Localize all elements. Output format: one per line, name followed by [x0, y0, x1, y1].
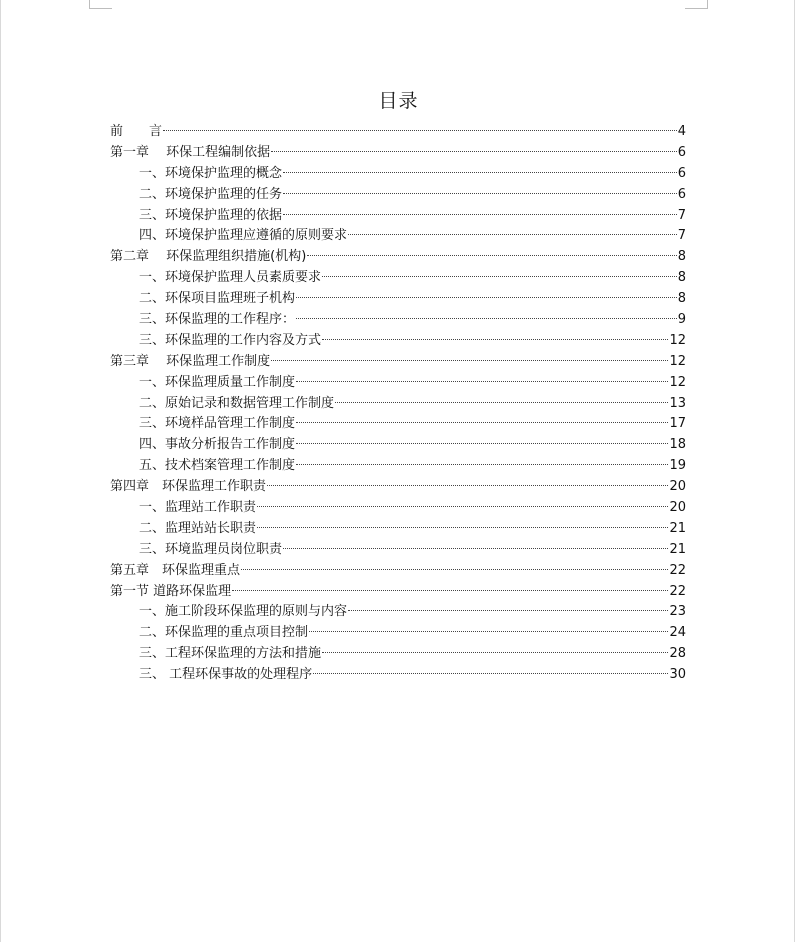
toc-entry[interactable]: [110, 331, 686, 352]
toc-entry[interactable]: [110, 623, 686, 644]
toc-entry-label: 第三章 环保监理工作制度: [110, 353, 271, 369]
toc-entry-page-number: 22: [669, 583, 686, 599]
toc-entry-label: 二、原始记录和数据管理工作制度: [139, 395, 335, 411]
toc-entry[interactable]: [110, 352, 686, 373]
toc-entry[interactable]: [110, 477, 686, 498]
toc-entry-label: 三、环境样品管理工作制度: [139, 416, 296, 432]
toc-entry[interactable]: [110, 644, 686, 665]
toc-entry[interactable]: [110, 582, 686, 603]
toc-entry-label: 三、工程环保监理的方法和措施: [139, 646, 322, 662]
toc-entry-page-number: 22: [669, 562, 686, 578]
toc-entry-label: 前 言: [110, 124, 163, 139]
toc-dot-leader: [322, 652, 668, 653]
toc-entry[interactable]: [110, 164, 686, 185]
toc-entry-label: 三、环境保护监理的依据: [139, 207, 283, 223]
toc-dot-leader: [309, 631, 668, 632]
toc-dot-leader: [296, 464, 668, 465]
toc-dot-leader: [271, 360, 668, 361]
toc-entry-label: 第一节 道路环保监理: [110, 583, 232, 599]
toc-entry[interactable]: [110, 498, 686, 519]
toc-entry-page-number: 21: [669, 541, 686, 557]
toc-entry-page-number: 7: [677, 207, 686, 223]
toc-entry[interactable]: [110, 519, 686, 540]
page-corner-mark-right: [685, 0, 708, 9]
toc-entry-page-number: 12: [669, 353, 686, 369]
toc-entry-page-number: 4: [677, 124, 686, 139]
toc-entry-label: 一、环境保护监理人员素质要求: [139, 270, 322, 286]
toc-entry-page-number: 23: [669, 604, 686, 620]
toc-dot-leader: [296, 297, 677, 298]
toc-entry-label: 二、环保监理的重点项目控制: [139, 625, 309, 641]
toc-entry-page-number: 20: [669, 500, 686, 516]
toc-entry[interactable]: [110, 456, 686, 477]
toc-entry-page-number: 24: [669, 625, 686, 641]
toc-entry-label: 二、环保项目监理班子机构: [139, 291, 296, 307]
toc-entry-page-number: 9: [677, 312, 686, 328]
toc-entry[interactable]: [110, 561, 686, 582]
toc-entry-label: 一、施工阶段环保监理的原则与内容: [139, 604, 348, 620]
toc-dot-leader: [232, 590, 668, 591]
toc-entry[interactable]: [110, 540, 686, 561]
toc-entry-page-number: 19: [669, 458, 686, 474]
toc-entry[interactable]: [110, 143, 686, 164]
toc-dot-leader: [348, 610, 668, 611]
toc-title: 目录: [378, 90, 419, 112]
toc-entry-label: 二、环境保护监理的任务: [139, 186, 283, 202]
toc-entry-label: 一、监理站工作职责: [139, 500, 257, 516]
toc-entry-page-number: 6: [677, 144, 686, 160]
toc-entry-page-number: 17: [669, 416, 686, 432]
toc-dot-leader: [322, 339, 668, 340]
toc-entry[interactable]: [110, 310, 686, 331]
toc-entry-page-number: 8: [677, 291, 686, 307]
toc-entry-label: 第四章 环保监理工作职责: [110, 479, 267, 495]
toc-entry-label: 第五章 环保监理重点: [110, 562, 241, 578]
toc-entry-page-number: 8: [677, 249, 686, 265]
toc-entry-label: 三、环保监理的工作程序：: [139, 312, 296, 328]
toc-dot-leader: [241, 569, 668, 570]
toc-entry[interactable]: [110, 268, 686, 289]
toc-dot-leader: [313, 673, 668, 674]
toc-dot-leader: [335, 402, 668, 403]
toc-entry-page-number: 12: [669, 332, 686, 348]
toc-entry-label: 三、 工程环保事故的处理程序: [139, 667, 313, 683]
toc-dot-leader: [296, 381, 668, 382]
toc-dot-leader: [296, 422, 668, 423]
toc-entry-label: 四、事故分析报告工作制度: [139, 437, 296, 453]
toc-dot-leader: [267, 485, 668, 486]
page-corner-mark-left: [89, 0, 112, 9]
toc-dot-leader: [283, 548, 668, 549]
toc-entry-page-number: 8: [677, 270, 686, 286]
toc-entry-label: 五、技术档案管理工作制度: [139, 458, 296, 474]
toc-dot-leader: [283, 193, 677, 194]
toc-dot-leader: [307, 255, 676, 256]
toc-dot-leader: [348, 234, 677, 235]
toc-entry-label: 三、环境监理员岗位职责: [139, 541, 283, 557]
toc-dot-leader: [257, 527, 668, 528]
toc-entry-page-number: 28: [669, 646, 686, 662]
toc-entry-page-number: 13: [669, 395, 686, 411]
toc-entry-label: 一、环保监理质量工作制度: [139, 374, 296, 390]
toc-entry[interactable]: [110, 373, 686, 394]
toc-dot-leader: [163, 130, 677, 131]
toc-dot-leader: [283, 214, 677, 215]
toc-entry[interactable]: [110, 435, 686, 456]
toc-entry-label: 四、环境保护监理应遵循的原则要求: [139, 228, 348, 244]
toc-entry-page-number: 18: [669, 437, 686, 453]
toc-entry[interactable]: [110, 289, 686, 310]
toc-entry-page-number: 7: [677, 228, 686, 244]
toc-entry-page-number: 21: [669, 520, 686, 536]
toc-entry-page-number: 20: [669, 479, 686, 495]
toc-entry-page-number: 12: [669, 374, 686, 390]
toc-entry[interactable]: [110, 665, 686, 686]
toc-dot-leader: [296, 443, 668, 444]
toc-entry[interactable]: [110, 226, 686, 247]
toc-dot-leader: [322, 276, 677, 277]
toc-entry[interactable]: [110, 414, 686, 435]
toc-entry-label: 三、环保监理的工作内容及方式: [139, 332, 322, 348]
toc-dot-leader: [283, 172, 677, 173]
toc-entry-label: 一、环境保护监理的概念: [139, 165, 283, 181]
toc-entry[interactable]: [110, 206, 686, 227]
toc-dot-leader: [271, 151, 677, 152]
toc-entry-page-number: 30: [669, 667, 686, 683]
table-of-contents: [110, 122, 686, 686]
toc-dot-leader: [257, 506, 668, 507]
toc-entry-page-number: 6: [677, 186, 686, 202]
toc-entry-label: 二、监理站站长职责: [139, 520, 257, 536]
toc-entry[interactable]: [110, 185, 686, 206]
toc-entry-label: 第二章 环保监理组织措施(机构): [110, 249, 307, 265]
toc-dot-leader: [296, 318, 677, 319]
toc-entry[interactable]: [110, 247, 686, 268]
toc-entry[interactable]: [110, 394, 686, 415]
toc-entry-label: 第一章 环保工程编制依据: [110, 144, 271, 160]
toc-entry-page-number: 6: [677, 165, 686, 181]
toc-entry[interactable]: [110, 122, 686, 143]
toc-entry[interactable]: [110, 602, 686, 623]
